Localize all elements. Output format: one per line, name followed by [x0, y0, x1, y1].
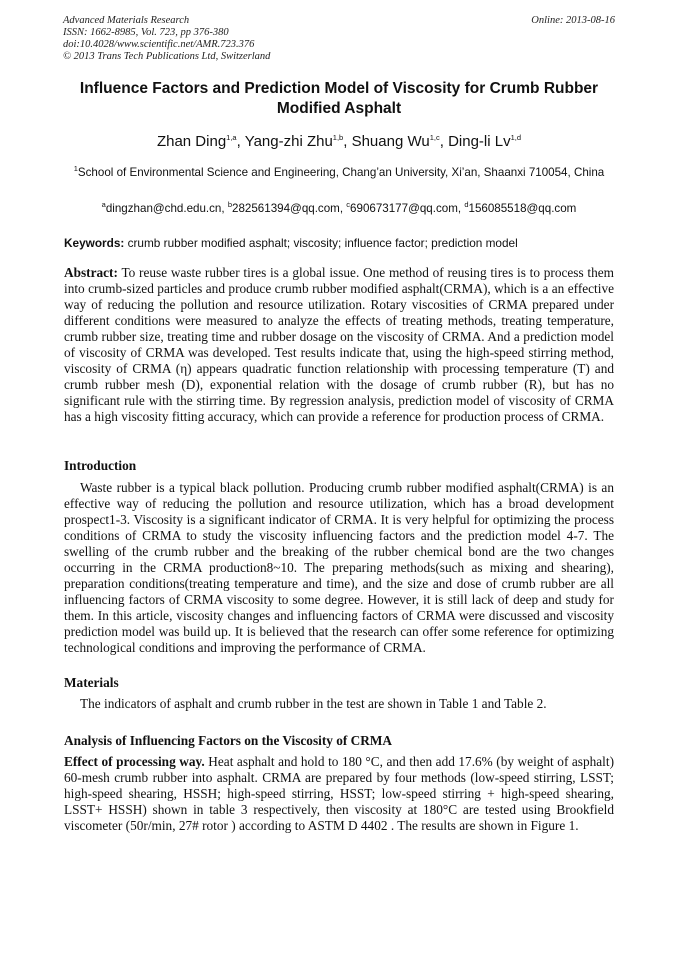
introduction-text: Waste rubber is a typical black pollution. Producing crumb rubber modified asphalt(CRMA) is an effective way of reducing the pollution and resource utilization, which has a broad development prospect1-3. Viscosity is a significant indicator of CRMA. It is very helpful for optimizing the process conditions of CRMA to study the viscosity influencing factors and the prediction model 4-7. The swelling of the crumb rubber and the breaking of the rubber chemical bond are the two changes occurring in the CRMA production8~10. The preparing methods(such as mixing and shearing), preparation conditions(treating temperature and time), and the size and dose of crumb rubber are all influencing factors of CRMA viscosity to some degree. However, it is still lack of deep and study for them. In this article, viscosity changes and influencing factors of CRMA were discussed and viscosity prediction model was build up. It is believed that the research can offer some reference for optimizing technological conditions and improving the performance of CRMA. — [64, 480, 614, 655]
processing-way-label: Effect of processing way. — [64, 754, 205, 769]
online-date: Online: 2013-08-16 — [531, 15, 615, 26]
author-list — [60, 133, 618, 150]
abstract — [64, 265, 614, 425]
keywords-label: Keywords: — [64, 236, 125, 250]
email-list: $^a$dingzhan@chd.edu.cn, $^b$282561394@qq.com, $^c$690673177@qq.com, $^d$156085518@qq.com — [101, 200, 577, 215]
paper-title: Influence Factors and Prediction Model of Viscosity for Crumb Rubber Modified Asphalt — [79, 80, 599, 117]
author: Yang-zhi Zhu$^{1,b}$, — [244, 133, 352, 150]
author: Ding-li Lv$^{1,d}$ — [448, 133, 522, 150]
doi-line: doi:10.4028/www.scientific.net/AMR.723.376 — [63, 39, 255, 50]
journal-header — [63, 15, 270, 63]
keywords-text: crumb rubber modified asphalt; viscosity; influence factor; prediction model — [124, 236, 518, 250]
affiliation: $^1$School of Environmental Science and Engineering, Chang’an University, Xi’an, Shaanxi 710054, China — [73, 164, 605, 179]
issn-line: ISSN: 1662-8985, Vol. 723, pp 376-380 — [63, 27, 229, 38]
analysis-heading: Analysis of Influencing Factors on the Viscosity of CRMA — [64, 733, 392, 748]
copyright-line: © 2013 Trans Tech Publications Ltd, Switzerland — [63, 51, 271, 62]
abstract-text: To reuse waste rubber tires is a global issue. One method of reusing tires is to process them into crumb-sized particles and produce crumb rubber modified asphalt(CRMA), which is a an effective way of reducing the pollution and resource utilization. Rotary viscosities of CRMA prepared under different conditions were measured to analyze the effects of treating methods, treating temperature, crumb rubber size, treating time and rubber dosage on the viscosity of CRMA. And a prediction model of viscosity of CRMA was developed. Test results indicate that, using the high-speed stirring method, viscosity of CRMA (η) appears quadratic function relationship with processing temperature (T) and crumb rubber mesh (D), exponential relation with the dosage of crumb rubber (R), but has no significant rule with the stirring time. By regression analysis, prediction model of viscosity of CRMA has a high viscosity fitting accuracy, which can provide a reference for production process of CRMA. — [64, 265, 614, 424]
author: Shuang Wu$^{1,c}$, — [351, 133, 449, 150]
materials-heading: Materials — [64, 675, 119, 690]
introduction-heading: Introduction — [64, 458, 137, 473]
materials-text: The indicators of asphalt and crumb rubber in the test are shown in Table 1 and Table 2. — [80, 696, 547, 711]
email[interactable]: $^a$dingzhan@chd.edu.cn — [101, 200, 222, 215]
journal-name: Advanced Materials Research — [63, 15, 190, 26]
author: Zhan Ding$^{1,a}$, — [156, 133, 245, 150]
keywords — [64, 236, 614, 250]
abstract-label: Abstract: — [64, 265, 118, 280]
email[interactable]: $^b$282561394@qq.com — [227, 200, 340, 215]
email[interactable]: $^c$690673177@qq.com — [346, 200, 458, 215]
analysis-text — [64, 754, 614, 834]
email[interactable]: $^d$156085518@qq.com — [464, 200, 577, 215]
processing-way-text: Heat asphalt and hold to 180 °C, and then add 17.6% (by weight of asphalt) 60-mesh crumb rubber into asphalt. CRMA are prepared by four methods (low-speed stirring, LSST; high-speed shearing, HSSH; high-speed stirring, HSST; low-speed stirring + high-speed shearing, LSST+ HSSH) shown in table 3 respectively, then viscosity at 180°C are tested using Brookfield viscometer (50r/min, 27# rotor ) according to ASTM D 4402 . The results are shown in Figure 1. — [64, 754, 615, 833]
